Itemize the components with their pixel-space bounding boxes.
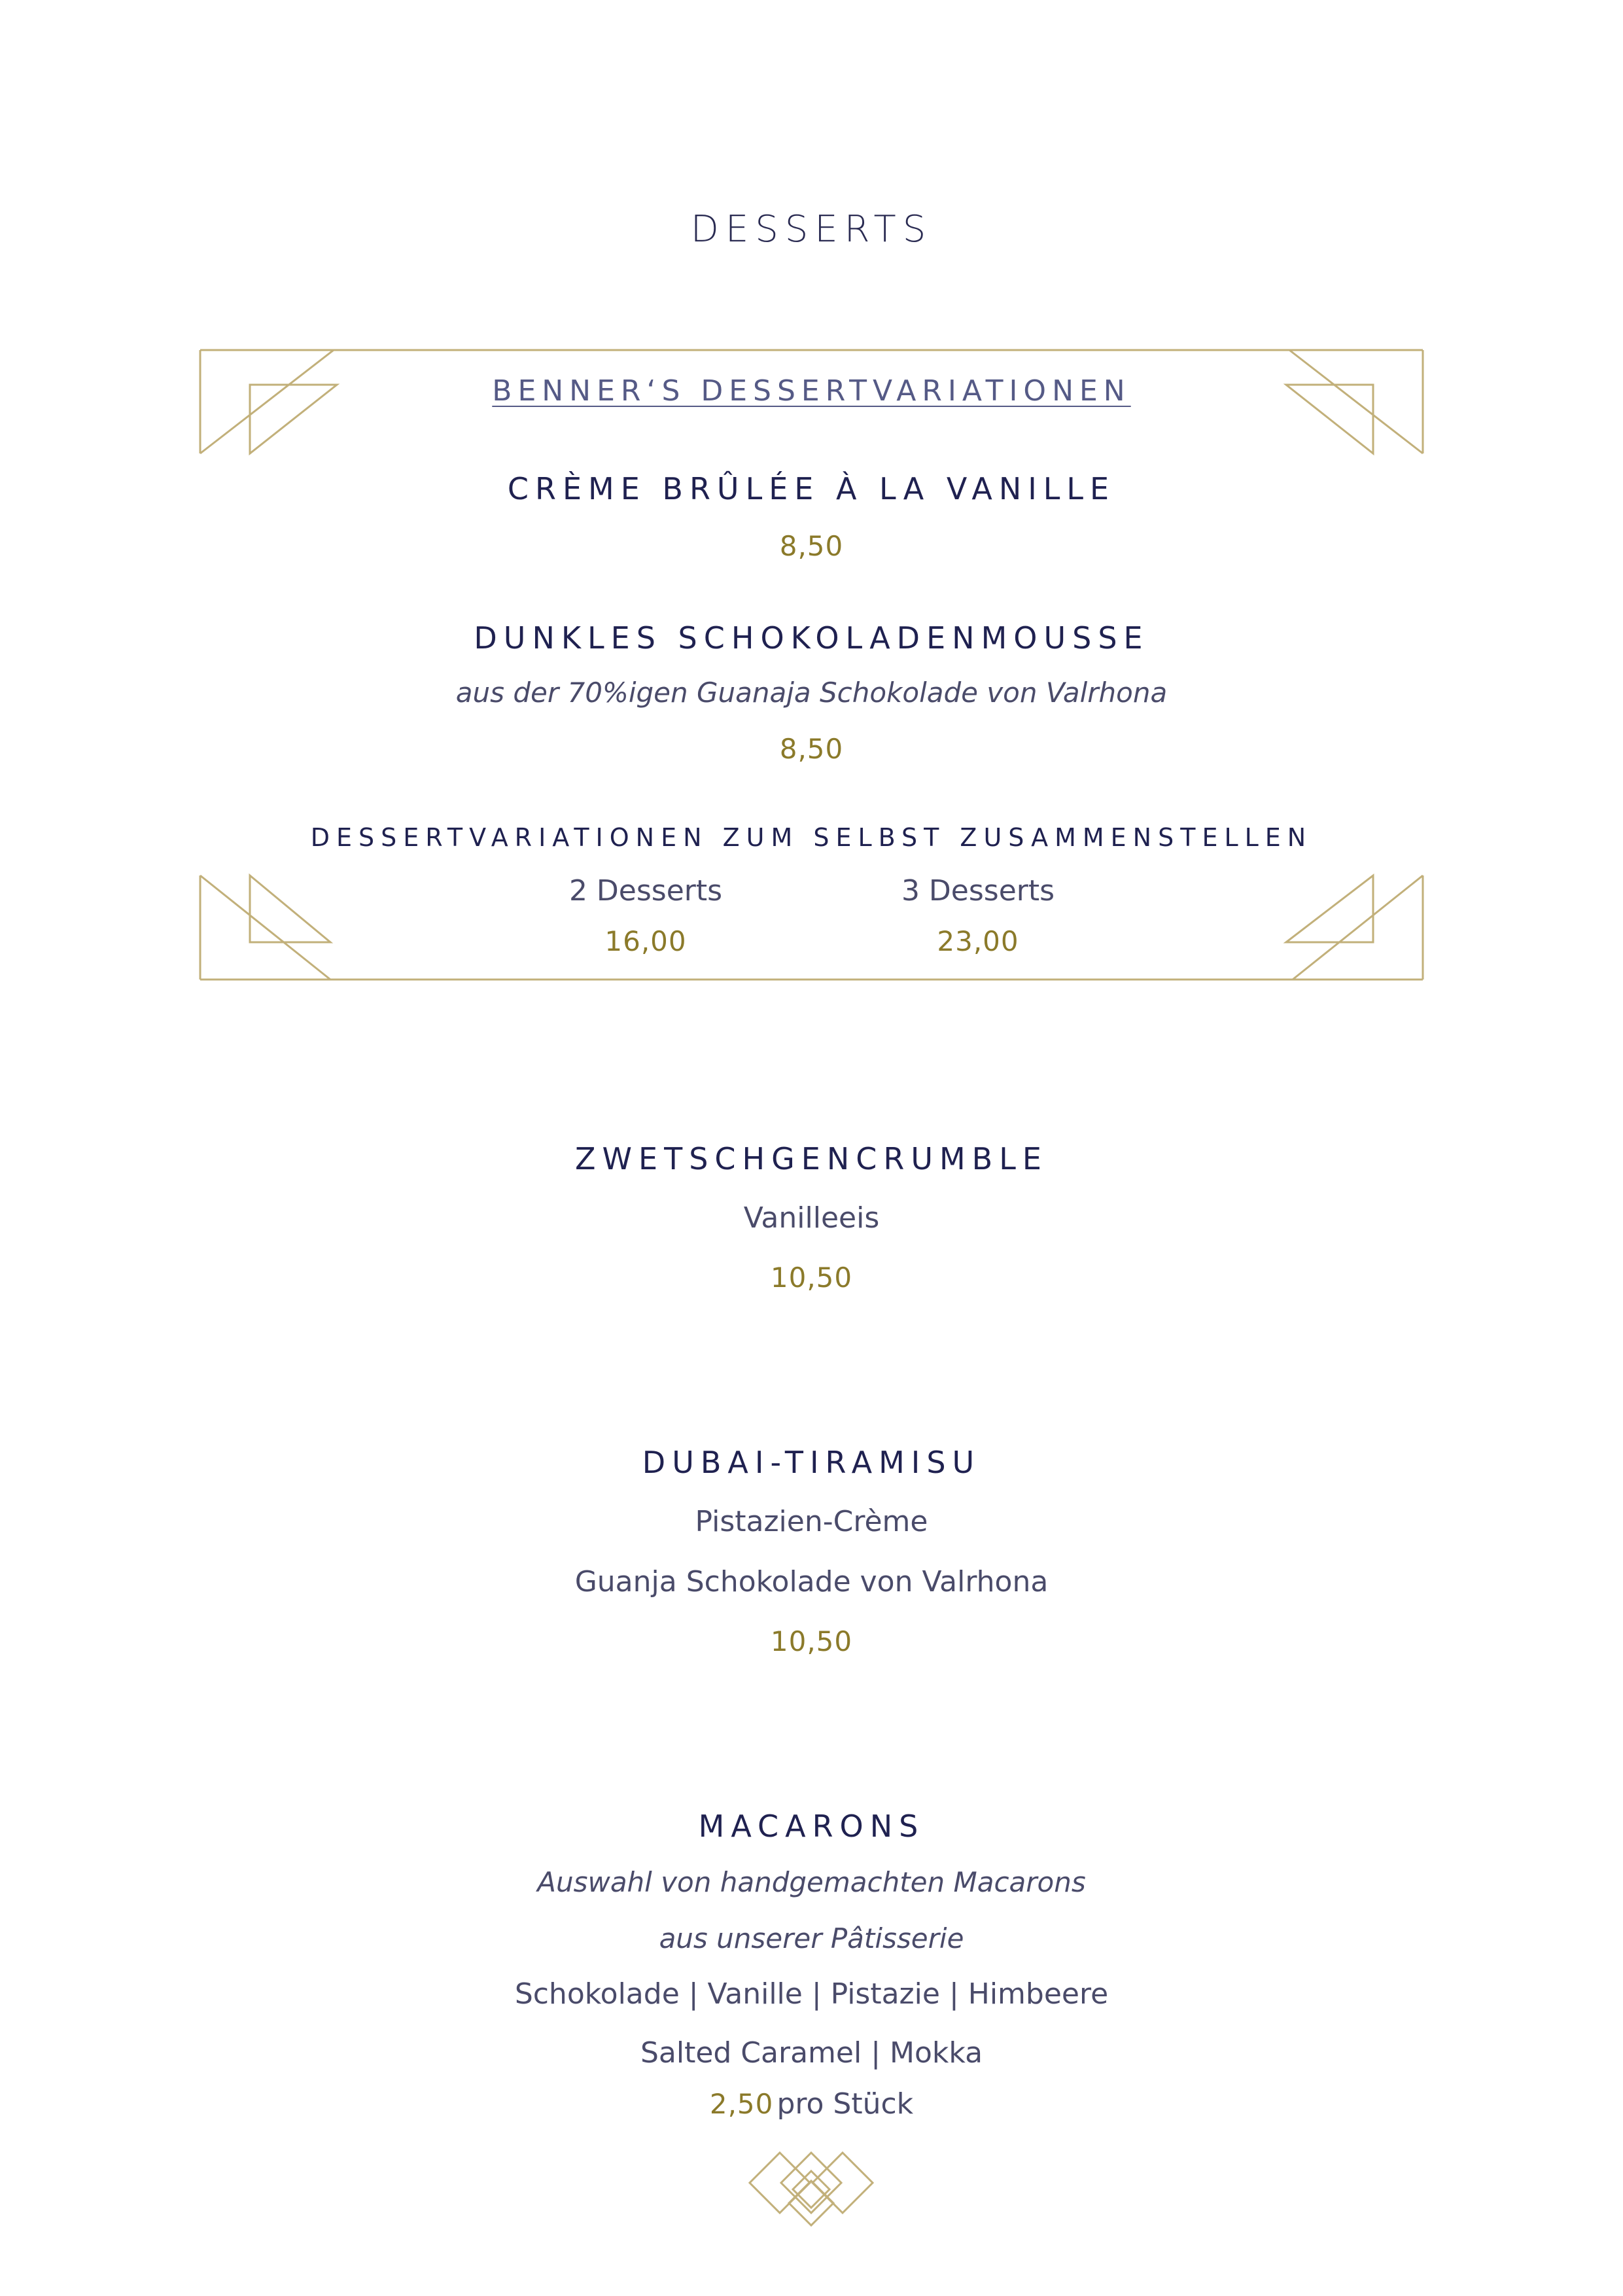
dish-name-schokoladenmousse: DUNKLES SCHOKOLADENMOUSSE [474, 620, 1149, 656]
desc-tiramisu-line-2: Guanja Schokolade von Valrhona [574, 1565, 1049, 1598]
dish-name-crumble: ZWETSCHGENCRUMBLE [575, 1141, 1048, 1176]
dish-name-macarons: MACARONS [698, 1809, 925, 1844]
combo-option-3-label: 3 Desserts [901, 874, 1055, 908]
price-macarons-suffix: pro Stück [777, 2087, 914, 2121]
page-title: DESSERTS [690, 208, 933, 251]
price-crumble: 10,50 [770, 1262, 853, 1294]
desc-macarons-italic-1: Auswahl von handgemachten Macarons [537, 1866, 1086, 1898]
price-schokoladenmousse: 8,50 [779, 733, 844, 765]
combo-option-2-label: 2 Desserts [568, 874, 723, 908]
desc-tiramisu-line-1: Pistazien-Crème [695, 1505, 928, 1538]
price-tiramisu: 10,50 [770, 1625, 853, 1657]
price-creme-brulee: 8,50 [779, 530, 844, 562]
diamond-ornament-icon [750, 2153, 873, 2225]
desc-crumble: Vanilleeis [743, 1201, 880, 1235]
combo-option-3-price: 23,00 [937, 925, 1019, 957]
dish-name-creme-brulee: CRÈME BRÛLÉE À LA VANILLE [507, 471, 1116, 506]
price-macarons: 2,50 [709, 2088, 774, 2120]
combo-heading: DESSERTVARIATIONEN ZUM SELBST ZUSAMMENSTELLEN [310, 823, 1313, 852]
desc-macarons-flavors-2: Salted Caramel | Mokka [640, 2036, 983, 2070]
variations-heading: BENNER‘S DESSERTVARIATIONEN [492, 374, 1131, 408]
dish-name-tiramisu: DUBAI-TIRAMISU [642, 1445, 981, 1480]
corner-triangle-icon [200, 350, 1423, 980]
variations-heading-wrap [0, 374, 1623, 408]
desc-macarons-flavors-1: Schokolade | Vanille | Pistazie | Himbeere [514, 1977, 1109, 2011]
desc-schokoladenmousse: aus der 70%igen Guanaja Schokolade von Valrhona [455, 677, 1168, 709]
desc-macarons-italic-2: aus unserer Pâtisserie [659, 1922, 964, 1954]
price-macarons-line [0, 2087, 1623, 2121]
combo-option-2-price: 16,00 [604, 925, 687, 957]
